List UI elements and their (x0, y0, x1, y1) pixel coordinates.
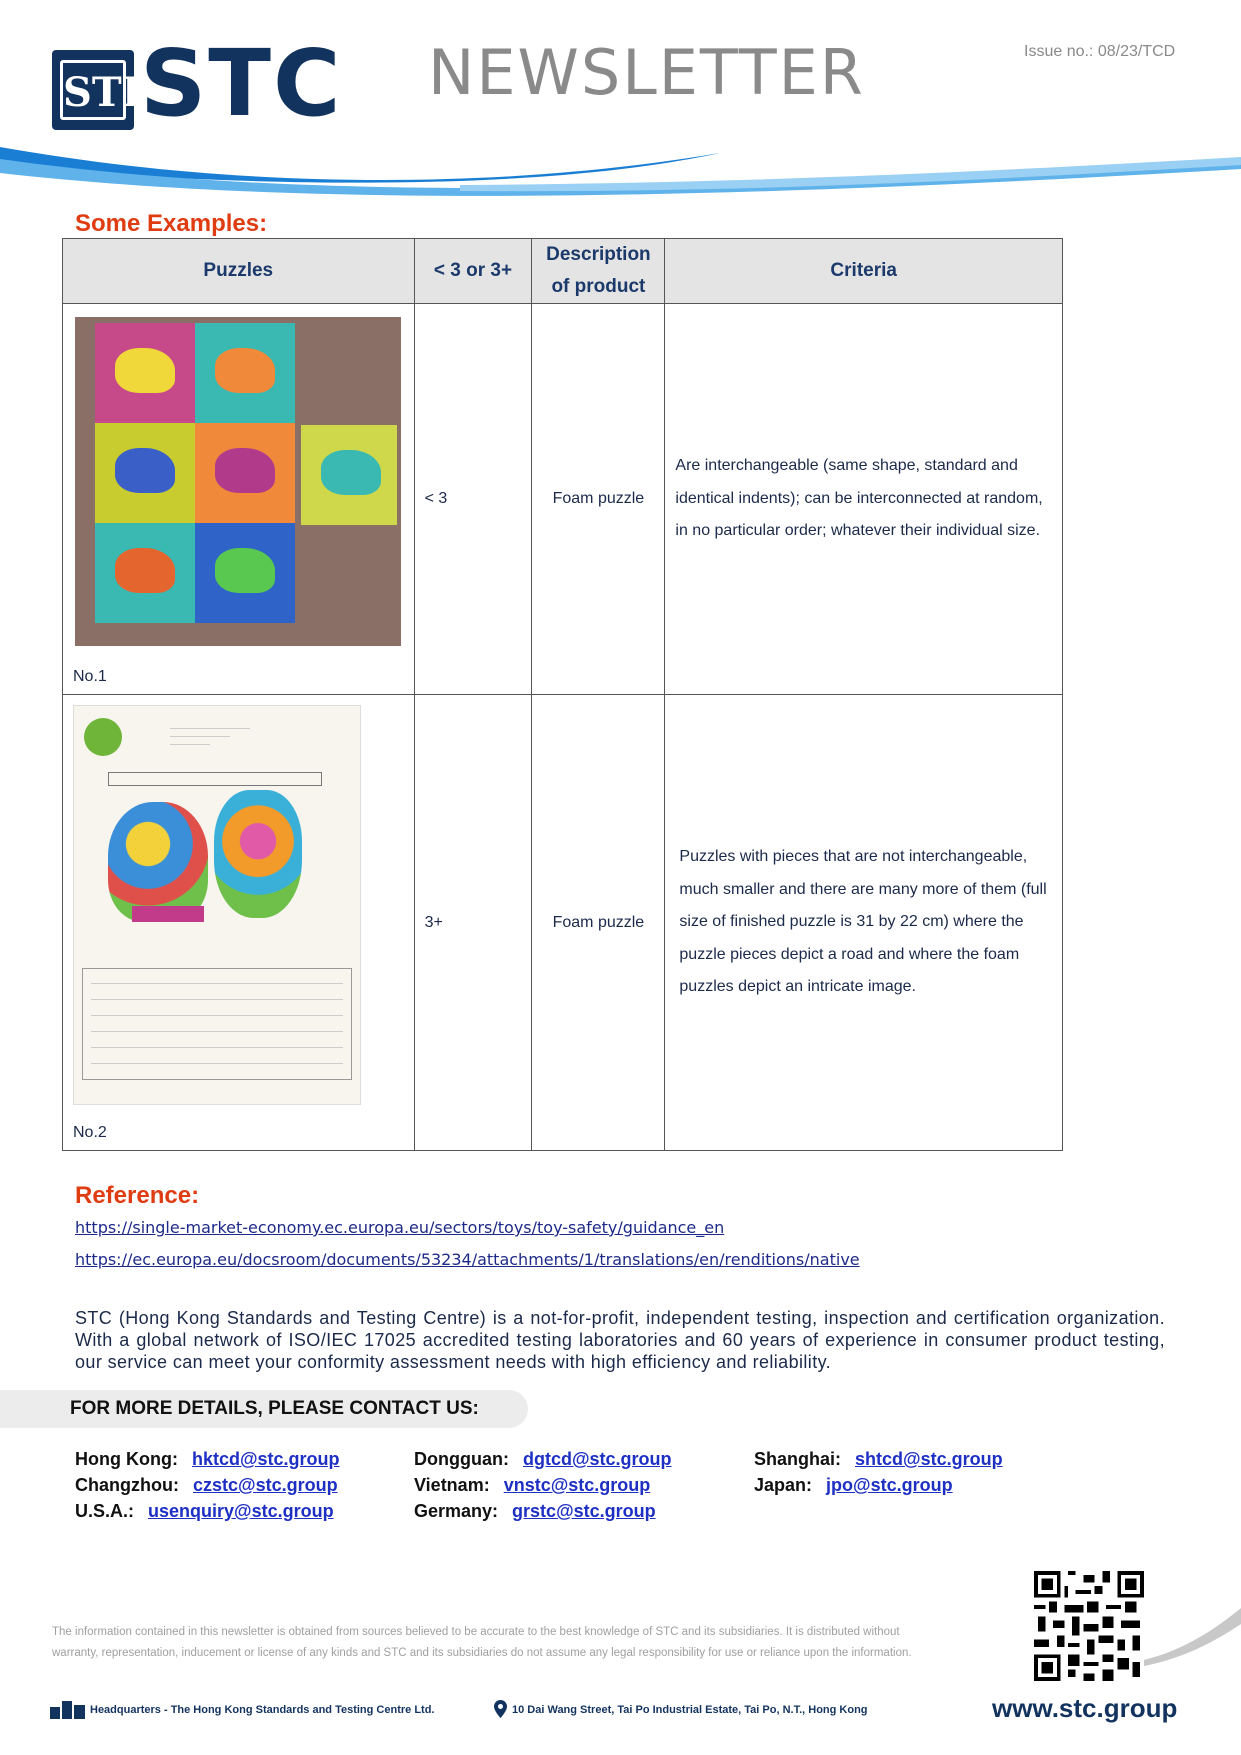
disclaimer-line-1: The information contained in this newsletter is obtained from sources believed to be accurate to the best knowledge of STC and its subsidiaries. It is distributed without (52, 1626, 900, 1638)
table-row (63, 695, 1063, 1151)
contact-label: Germany: (414, 1501, 499, 1521)
table-header-row (63, 239, 1063, 304)
logo-mark-text: STE (60, 60, 126, 120)
issue-number: Issue no.: 08/23/TCD (1024, 43, 1176, 60)
contact-changzhou (75, 1475, 338, 1496)
contact-usa (75, 1501, 334, 1522)
description-cell: Foam puzzle (532, 304, 665, 695)
stc-logo-mark (52, 50, 153, 130)
headquarters-building-icon (50, 1701, 85, 1719)
email-link[interactable]: czstc@stc.group (192, 1475, 338, 1495)
product-sheet-form (82, 968, 352, 1080)
contact-label: Japan: (754, 1475, 813, 1495)
contact-label: U.S.A.: (75, 1501, 135, 1521)
table-row (63, 304, 1063, 695)
contact-label: Vietnam: (414, 1475, 490, 1495)
header-swoosh (0, 135, 1241, 205)
examples-table (62, 238, 1063, 1151)
foam-puzzle-product-sheet-2 (73, 705, 361, 1105)
email-link[interactable]: jpo@stc.group (826, 1475, 953, 1495)
contact-label: Changzhou: (75, 1475, 179, 1495)
email-link[interactable]: hktcd@stc.group (191, 1449, 340, 1469)
email-link[interactable]: vnstc@stc.group (503, 1475, 651, 1495)
examples-heading: Some Examples: (75, 210, 268, 237)
contact-germany (414, 1501, 656, 1522)
puzzle-label: No.1 (73, 668, 107, 685)
col-age: < 3 or 3+ (414, 239, 532, 304)
contact-label: Dongguan: (414, 1449, 509, 1469)
col-description (532, 239, 665, 304)
headquarters-text: Headquarters - The Hong Kong Standards and Testing Centre Ltd. (90, 1704, 435, 1716)
product-sheet-banner (108, 772, 322, 786)
puzzle-label: No.2 (73, 1124, 107, 1141)
puzzle-cell (63, 304, 415, 695)
contact-vietnam (414, 1475, 650, 1496)
criteria-cell: Puzzles with pieces that are not interchangeable, much smaller and there are many more of them (full size of finished puzzle is 31 by 22 cm) where the puzzle pieces depict a road and where the foam puzzles depict an intricate image. (665, 695, 1063, 1151)
email-link[interactable]: grstc@stc.group (512, 1501, 656, 1521)
col-puzzles: Puzzles (63, 239, 415, 304)
age-cell: 3+ (414, 695, 532, 1151)
qr-code[interactable] (1034, 1571, 1144, 1681)
col-criteria: Criteria (665, 239, 1063, 304)
reference-heading: Reference: (75, 1182, 200, 1209)
footer-swoosh (1144, 1590, 1241, 1670)
email-link[interactable]: usenquiry@stc.group (148, 1501, 334, 1521)
email-link[interactable]: shtcd@stc.group (855, 1449, 1003, 1469)
criteria-cell: Are interchangeable (same shape, standard and identical indents); can be interconnected at random, in no particular order; whatever their individual size. (665, 304, 1063, 695)
contact-hong-kong (75, 1449, 340, 1470)
address-text: 10 Dai Wang Street, Tai Po Industrial Estate, Tai Po, N.T., Hong Kong (512, 1704, 868, 1716)
contact-dongguan (414, 1449, 672, 1470)
col-description-line1: Description (546, 244, 651, 265)
disclaimer (52, 1622, 992, 1664)
reference-link-1[interactable]: https://single-market-economy.ec.europa.eu/sectors/toys/toy-safety/guidance_en (75, 1218, 725, 1237)
disclaimer-line-2: warranty, representation, inducement or license of any kinds and STC and its subsidiaries do not assume any legal responsibility for use or reliance upon the information. (52, 1647, 912, 1659)
age-cell: < 3 (414, 304, 532, 695)
about-stc-paragraph: STC (Hong Kong Standards and Testing Centre) is a not-for-profit, independent testing, inspection and certification organization. With a global network of ISO/IEC 17025 accredited testing laboratories and 60 years of experience in consumer product testing, our service can meet your conformity assessment needs with high efficiency and reliability. (75, 1308, 1165, 1372)
location-pin-icon (494, 1700, 507, 1718)
website-link[interactable]: www.stc.group (992, 1693, 1178, 1723)
stc-logo-wordmark: STC (140, 30, 343, 137)
col-description-line2: of product (551, 276, 646, 297)
contact-heading: FOR MORE DETAILS, PLEASE CONTACT US: (70, 1398, 479, 1419)
contact-label: Shanghai: (754, 1449, 842, 1469)
contact-japan (754, 1475, 953, 1496)
contact-label: Hong Kong: (75, 1449, 178, 1469)
foam-puzzle-photo-1 (75, 317, 401, 646)
email-link[interactable]: dgtcd@stc.group (522, 1449, 672, 1469)
reference-link-2[interactable]: https://ec.europa.eu/docsroom/documents/53234/attachments/1/translations/en/renditions/native (75, 1250, 860, 1269)
description-cell: Foam puzzle (532, 695, 665, 1151)
contact-shanghai (754, 1449, 1003, 1470)
puzzle-cell (63, 695, 415, 1151)
newsletter-title: NEWSLETTER (428, 36, 865, 109)
